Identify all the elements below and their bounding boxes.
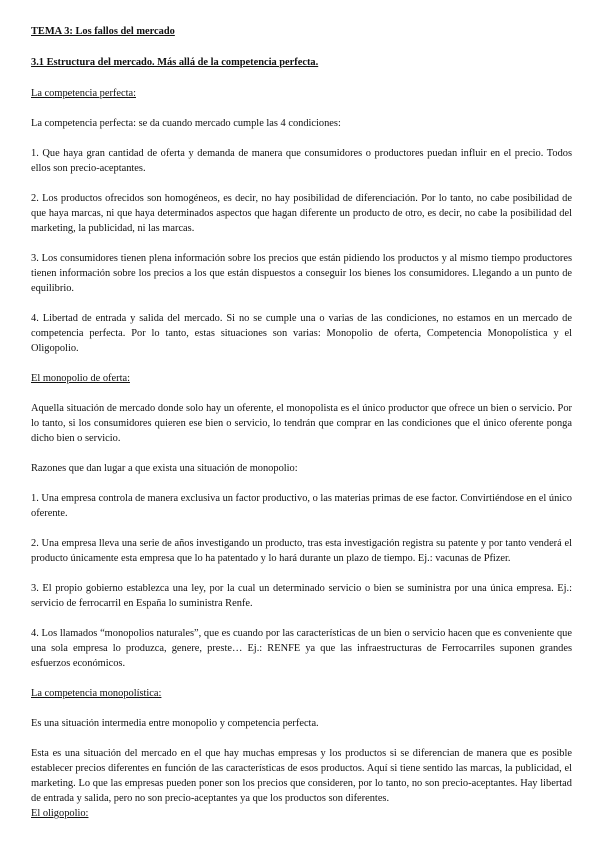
perfect-competition-intro: La competencia perfecta: se da cuando mercado cumple las 4 condiciones: <box>31 118 341 129</box>
perfect-competition-heading: La competencia perfecta: <box>31 88 136 99</box>
reason-paragraph: 1. Una empresa controla de manera exclusiva un factor productivo, o las materias primas de ese factor. Convirtiéndose en el único oferente. <box>31 493 572 519</box>
monopoly-heading: El monopolio de oferta: <box>31 373 130 384</box>
monopolistic-competition-body: Esta es una situación del mercado en el que hay muchas empresas y los productos si se diferencian de manera que es posible establecer precios diferentes en función de las características de esos productos. Aquí si tiene sentido las marcas, la publicidad, el marketing. Lo que las empresas pueden poner son los precios que consideren, por lo tanto, no son precio-aceptantes. Hay libertad de entrada y salida, pero no son precio-aceptantes ya que los productos son diferentes. <box>31 748 572 804</box>
reason-paragraph: 2. Una empresa lleva una serie de años investigando un producto, tras esta investigación registra su patente y por tanto venderá el producto únicamente esta empresa que lo ha patentado y lo hará durante un plazo de tiempo. Ej.: vacunas de Pfizer. <box>31 538 572 564</box>
condition-paragraph: 3. Los consumidores tienen plena información sobre los precios que están pidiendo los productos y al mismo tiempo productores tienen información sobre los precios a los que están dispuestos a conseguir los bienes los consumidores. Llegando a un punto de equilibrio. <box>31 253 572 294</box>
reason-paragraph: 3. El propio gobierno establezca una ley, por la cual un determinado servicio o bien se suministra por una única empresa. Ej.: servicio de ferrocarril en España lo suministra Renfe. <box>31 583 572 609</box>
document-title: TEMA 3: Los fallos del mercado <box>31 26 175 37</box>
monopolistic-competition-heading: La competencia monopolística: <box>31 688 162 699</box>
monopoly-intro: Aquella situación de mercado donde solo hay un oferente, el monopolista es el único productor que ofrece un bien o servicio. Por lo tanto, si los consumidores quieren ese bien o servicio, lo tendrán que comprar en las condiciones que el único oferente ponga dicho bien o servicio. <box>31 403 572 444</box>
reason-paragraph: 4. Los llamados “monopolios naturales”, que es cuando por las características de un bien o servicio hacen que es conveniente que una sola empresa lo produzca, genere, preste… Ej.: RENFE ya que las infraestructuras de Ferrocarriles suponen grandes esfuerzos económicos. <box>31 628 572 669</box>
document-page <box>31 24 572 821</box>
oligopoly-heading: El oligopolio: <box>31 808 89 819</box>
condition-paragraph: 2. Los productos ofrecidos son homogéneos, es decir, no hay posibilidad de diferenciación. Por lo tanto, no cabe posibilidad de que haya marcas, ni que haya determinados aspectos que hagan diferente un producto de otro, es decir, no cabe la posibilidad del marketing, la publicidad, ni las marcas. <box>31 193 572 234</box>
condition-paragraph: 4. Libertad de entrada y salida del mercado. Si no se cumple una o varias de las condiciones, no estamos en un mercado de competencia perfecta. Por lo tanto, estas situaciones son varias: Monopolio de oferta, Competencia Monopolística y el Oligopolio. <box>31 313 572 354</box>
section-heading: 3.1 Estructura del mercado. Más allá de la competencia perfecta. <box>31 57 319 68</box>
monopolistic-competition-intro: Es una situación intermedia entre monopolio y competencia perfecta. <box>31 718 319 729</box>
monopoly-reasons-intro: Razones que dan lugar a que exista una situación de monopolio: <box>31 463 298 474</box>
condition-paragraph: 1. Que haya gran cantidad de oferta y demanda de manera que consumidores o productores puedan influir en el precio. Todos ellos son precio-aceptantes. <box>31 148 572 174</box>
